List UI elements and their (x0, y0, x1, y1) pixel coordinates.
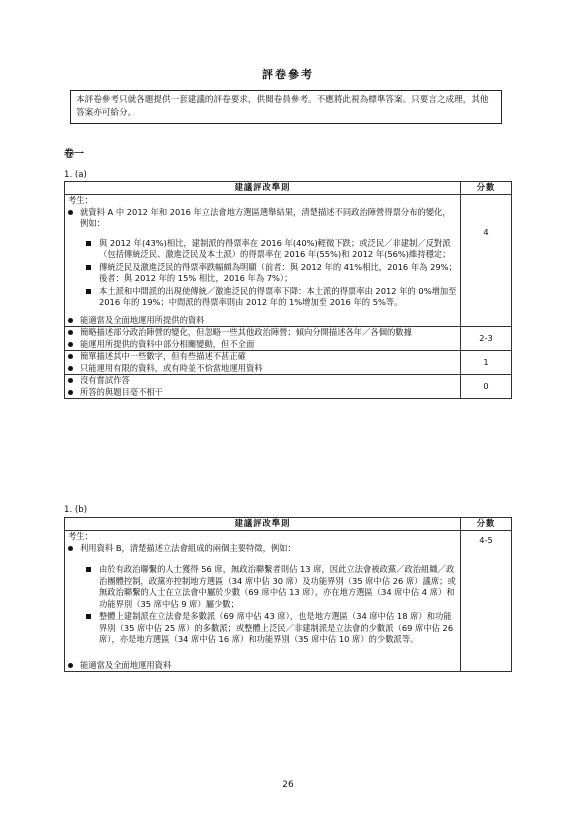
bullet-icon (68, 318, 73, 323)
list-item: 只能運用有限的資料，或有時並不恰當地運用資料 (68, 363, 457, 375)
band-4-5-score: 4-5 (461, 531, 512, 672)
band-4-5-criteria (65, 531, 461, 672)
list-item: 就資料 A 中 2012 年和 2016 年立法會地方選區選舉結果，清楚描述不同政治陣營得票分布的變化，例如： (68, 207, 457, 230)
disclaimer-box: 本評卷參考只就各題提供一套建議的評卷要求，供閱卷員參考。不應將此視為標準答案。只要言之成理，其他答案亦可給分。 (70, 90, 502, 124)
bullet-icon (68, 210, 73, 215)
list-item: 與 2012 年(43%)相比，建制派的得票率在 2016 年(40%)輕微下跌；或泛民／非建制／反對派（包括傳統泛民、激進泛民及本土派）的得票率在 2016 年(55%)和 2012 年(56%)維持穩定； (86, 238, 457, 261)
band-1-score: 1 (461, 351, 512, 375)
example-list (86, 238, 457, 309)
band-1-criteria (65, 351, 461, 375)
bullet-icon (68, 330, 73, 335)
criteria-header: 建議評改準則 (65, 518, 461, 531)
list-item: 簡單描述其中一些數字，但有些描述不甚正確 (68, 351, 457, 363)
band-4-criteria (65, 195, 461, 327)
question-1a-label: 1. (a) (64, 170, 87, 180)
score-header: 分數 (461, 518, 512, 531)
example-list (86, 564, 457, 646)
list-item: 能適當及全面地運用所提供的資料 (68, 315, 457, 327)
list-item: 本土派和中間派的出現使傳統／激進泛民的得票率下降：本土派的得票率由 2012 年的 0%增加至 2016 年的 19%；中間派的得票率則由 2012 年的 1%增加至 2016 年的 5%等。 (86, 286, 457, 309)
band-0-criteria (65, 375, 461, 399)
band-2-3-criteria (65, 327, 461, 351)
page-title: 評卷參考 (262, 68, 314, 81)
list-item: 所答的與題目毫不相干 (68, 387, 457, 399)
page-number: 26 (282, 780, 294, 790)
square-bullet-icon (86, 289, 91, 294)
band-2-3-score: 2-3 (461, 327, 512, 351)
rubric-table-1b (64, 517, 512, 672)
list-item: 由於有政治聯繫的人士獲得 56 席，無政治聯繫者則佔 13 席，因此立法會被政黨／政治組織／政治團體控制，政黨亦控制地方選區（34 席中佔 30 席）及功能界別（35 席中佔 26 席）議席；或無政治聯繫的人士在立法會中屬於少數（69 席中佔 13 席），亦在地方選區（34 席中佔 4 席）和功能界別（35 席中佔 9 席）屬少數； (86, 564, 457, 610)
question-1b-label: 1. (b) (64, 505, 88, 515)
list-item: 傳統泛民及激進泛民的得票率跌幅頗為明顯（前者：與 2012 年的 41%相比，2016 年為 29%；後者：與 2012 年的 15% 相比，2016 年為 7%）； (86, 262, 457, 285)
bullet-icon (68, 390, 73, 395)
band-0-score: 0 (461, 375, 512, 399)
bullet-icon (68, 366, 73, 371)
bullet-icon (68, 546, 73, 551)
bullet-icon (68, 354, 73, 359)
list-item: 能運用所提供的資料中部分相關變動，但不全面 (68, 339, 457, 351)
square-bullet-icon (86, 567, 91, 572)
score-header: 分數 (461, 182, 512, 195)
candidate-label: 考生： (68, 531, 93, 541)
bullet-icon (68, 663, 73, 668)
rubric-table-1a (64, 181, 512, 399)
paper-label: 卷一 (64, 149, 84, 160)
list-item: 整體上建制派在立法會是多數派（69 席中佔 43 席），也是地方選區（34 席中佔 18 席）和功能界別（35 席中佔 25 席）的多數派；或整體上泛民／非建制派是立法會的少數派（69 席中佔 26 席），亦是地方選區（34 席中佔 16 席）和功能界別（35 席中佔 10 席）的少數派等。 (86, 611, 457, 646)
list-item: 沒有嘗試作答 (68, 375, 457, 387)
square-bullet-icon (86, 614, 91, 619)
band-4-score: 4 (461, 195, 512, 327)
criteria-header: 建議評改準則 (65, 182, 461, 195)
list-item: 能適當及全面地運用資料 (68, 660, 457, 672)
bullet-icon (68, 342, 73, 347)
bullet-icon (68, 378, 73, 383)
square-bullet-icon (86, 241, 91, 246)
list-item: 利用資料 B，清楚描述立法會組成的兩個主要特徵，例如： (68, 543, 457, 555)
list-item: 簡略描述部分政治陣營的變化，但忽略一些其他政治陣營；傾向分開描述各年／各個的數據 (68, 327, 457, 339)
square-bullet-icon (86, 265, 91, 270)
candidate-label: 考生： (68, 195, 93, 205)
